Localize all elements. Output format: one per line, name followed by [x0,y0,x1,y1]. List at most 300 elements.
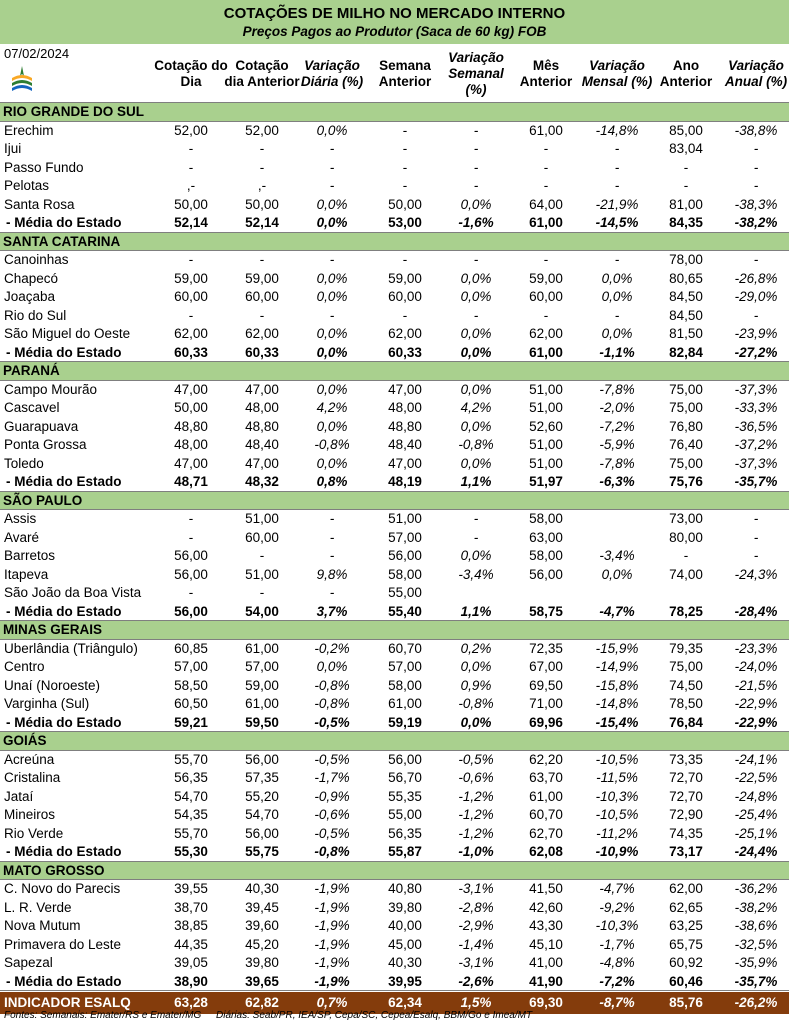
cell-value: 39,60 [245,918,279,933]
table-row [0,566,789,585]
cell-value: 48,40 [245,437,279,452]
row-label: Chapecó [4,270,59,286]
cell-value: - [259,159,265,175]
column-header: Semana Anterior [378,57,432,89]
cell-value: - [473,307,479,323]
row-label: Rio Verde [4,825,64,841]
cell-value: 0,0% [460,270,492,286]
column-header: Cotação do Dia [154,57,228,89]
cell-value: - [543,141,549,156]
cell-value: 48,80 [245,418,279,434]
cell-value: 54,35 [174,807,208,822]
cell-value: 60,00 [388,289,422,304]
cell-value: 51,00 [529,381,563,397]
table-row [0,436,789,455]
cell-value: 47,00 [174,381,208,397]
cell-value: - [329,159,335,175]
table-row [0,954,789,973]
cell-value: 58,50 [174,677,208,693]
column-header: Mês Anterior [519,57,573,89]
cell-value: -7,8% [599,455,635,471]
row-label: Rio do Sul [4,307,67,323]
cell-value: 55,70 [174,751,208,767]
state-header [0,732,789,751]
cell-value: -36,5% [734,418,778,434]
cell-value: 48,40 [388,437,422,452]
cell-value: -14,8% [595,696,639,711]
row-label: PARANÁ [3,363,60,378]
cell-value: 56,00 [388,548,422,563]
cell-value: 51,00 [245,511,279,526]
cell-value: -33,3% [734,400,778,415]
cell-value: - [473,141,479,156]
cell-value: 60,92 [669,955,703,970]
cell-value: 74,00 [669,566,703,582]
cell-value: 39,80 [388,899,422,915]
cell-value: - [188,307,194,323]
cell-value: - [329,178,335,193]
cell-value: -10,5% [595,807,639,822]
cell-value: 4,2% [460,400,492,415]
cell-value: 0,0% [460,381,492,397]
state-header [0,233,789,252]
cell-value: -26,8% [734,270,778,286]
cell-value: 71,00 [529,696,563,711]
row-label: RIO GRANDE DO SUL [3,104,145,119]
state-header [0,621,789,640]
cell-value: 81,50 [669,326,703,341]
row-label: L. R. Verde [4,899,72,915]
cell-value: 73,00 [669,511,703,526]
cell-value: - [259,141,265,156]
cell-value: 0,2% [460,640,492,656]
state-average-row [0,603,789,622]
cell-value: 60,70 [529,807,563,822]
page-subtitle: Preços Pagos ao Produtor (Saca de 60 kg) FOB [242,24,547,39]
row-label: Guarapuava [4,418,79,434]
cell-value: 73,35 [669,751,703,767]
cell-value: 62,00 [245,326,279,341]
cell-value: 0,0% [460,659,492,674]
cell-value: 42,60 [529,899,563,915]
cell-value: -24,4% [734,844,778,859]
cell-value: 40,80 [388,881,422,896]
row-label: - Média do Estado [6,474,122,489]
cell-value: 59,50 [245,714,279,730]
cell-value: 60,46 [669,973,703,989]
cell-value: 62,82 [245,994,279,1010]
cell-value: 48,80 [388,418,422,434]
row-label: Campo Mourão [4,381,98,397]
cell-value: 38,90 [174,973,208,989]
table-row [0,880,789,899]
cell-value: -38,2% [734,215,778,230]
cell-value: 43,30 [529,918,563,933]
cell-value: 75,00 [669,455,703,471]
cell-value: 48,32 [245,474,279,489]
cell-value: 50,00 [174,400,208,415]
row-label: - Média do Estado [6,714,122,730]
cell-value: 0,0% [316,326,348,341]
cell-value: 54,70 [174,788,208,804]
cell-value: -7,2% [599,418,635,434]
cell-value: - [753,529,759,545]
cell-value: -0,8% [458,437,494,452]
cell-value: - [543,178,549,193]
table-row [0,399,789,418]
cell-value: 55,75 [245,844,279,859]
cell-value: 60,00 [245,289,279,304]
table-row [0,677,789,696]
cell-value: 0,0% [316,659,348,674]
cell-value: -37,3% [734,455,778,471]
cell-value: 60,33 [174,344,208,360]
row-label: - Média do Estado [6,973,122,989]
cell-value: 62,08 [529,844,563,859]
table-row [0,510,789,529]
row-label: Primavera do Leste [4,936,122,952]
cell-value: 62,00 [529,326,563,341]
row-label: Unaí (Noroeste) [4,677,101,693]
cell-value: -23,9% [734,326,778,341]
cell-value: -26,2% [734,994,778,1010]
cell-value: 62,65 [669,899,703,915]
cell-value: 0,0% [460,548,492,563]
row-label: São Miguel do Oeste [4,326,131,341]
cell-value: -21,9% [595,196,639,212]
cell-value: -3,1% [458,955,494,970]
row-label: Acreúna [4,751,55,767]
cell-value: -38,3% [734,196,778,212]
cell-value: - [329,307,335,323]
cell-value: -4,7% [599,881,635,896]
cell-value: -4,8% [599,955,635,970]
cell-value: 47,00 [388,455,422,471]
column-header: Variação Semanal (%) [448,49,504,97]
column-header: Variação Anual (%) [724,57,788,89]
cell-value: 48,00 [388,400,422,415]
cell-value: -22,9% [734,714,778,730]
cell-value: -0,8% [314,844,350,859]
cell-value: - [473,529,479,545]
cell-value: -10,3% [595,788,639,804]
cell-value: 75,00 [669,659,703,674]
cell-value: 52,00 [245,122,279,138]
cell-value: -2,8% [458,899,494,915]
cell-value: 56,00 [245,751,279,767]
table-row [0,547,789,566]
state-header [0,862,789,881]
sources-daily: Diárias: Seab/PR, IEA/SP, Cepa/SC, Cepea/Esalq, BBM/Go e Imea/MT [216,1010,533,1021]
cell-value: -38,6% [734,918,778,933]
table-row [0,788,789,807]
table-row [0,251,789,270]
cell-value: -4,7% [599,603,635,619]
cell-value: - [188,141,194,156]
row-label: Passo Fundo [4,159,84,175]
state-average-row [0,973,789,992]
cell-value: 52,14 [174,215,208,230]
cell-value: - [614,252,620,267]
cell-value: -22,9% [734,696,778,711]
cell-value: 39,45 [245,899,279,915]
cell-value: 54,70 [245,807,279,822]
cell-value: 0,0% [601,289,633,304]
cell-value: -1,4% [458,936,494,952]
cell-value: 72,90 [669,807,703,822]
cell-value: - [614,159,620,175]
cell-value: -35,9% [734,955,778,970]
row-label: Jataí [4,788,34,804]
cell-value: -14,8% [595,122,639,138]
table-row [0,288,789,307]
cell-value: 56,00 [174,566,208,582]
cell-value: - [402,178,408,193]
table-row [0,196,789,215]
cell-value: -29,0% [734,289,778,304]
cell-value: 59,21 [174,714,208,730]
table-row [0,381,789,400]
cell-value: - [753,307,759,323]
cell-value: 61,00 [529,215,563,230]
cell-value: - [473,252,479,267]
cell-value: 59,19 [388,714,422,730]
cell-value: -9,2% [599,899,635,915]
cell-value: - [683,178,689,193]
cell-value: 48,00 [245,400,279,415]
cell-value: 0,0% [316,455,348,471]
table-row [0,177,789,196]
cell-value: - [188,159,194,175]
cell-value: 83,04 [669,141,703,156]
cell-value: -11,2% [596,825,638,841]
cell-value: -1,7% [599,936,635,952]
cell-value: 60,00 [245,529,279,545]
state-header [0,103,789,122]
cell-value: -1,9% [314,973,350,989]
cell-value: 47,00 [174,455,208,471]
cell-value: 55,00 [388,585,422,600]
cell-value: -1,0% [458,844,494,859]
table-row [0,640,789,659]
cell-value: 72,70 [669,770,703,785]
cell-value: 3,7% [316,603,348,619]
cell-value: 56,00 [174,603,208,619]
cell-value: - [753,511,759,526]
cell-value: -38,2% [734,899,778,915]
cell-value: - [473,178,479,193]
cell-value: 39,65 [245,973,279,989]
cell-value: 47,00 [245,381,279,397]
cell-value: 78,00 [669,252,703,267]
cell-value: -27,2% [734,344,778,360]
cell-value: -28,4% [734,603,778,619]
cell-value: -14,9% [595,659,639,674]
cell-value: -35,7% [734,973,778,989]
row-label: Mineiros [4,807,56,822]
cell-value: - [753,252,759,267]
cell-value: 78,25 [669,603,703,619]
cell-value: 64,00 [529,196,563,212]
cell-value: 57,00 [174,659,208,674]
table-row [0,455,789,474]
cell-value: 76,84 [669,714,703,730]
row-label: - Média do Estado [6,603,122,619]
table-row [0,159,789,178]
cell-value: 80,65 [669,270,703,286]
cell-value: -3,4% [458,566,494,582]
cell-value: 79,35 [669,640,703,656]
cell-value: 0,0% [316,196,348,212]
row-label: Avaré [4,529,40,545]
row-label: Toledo [4,455,44,471]
cell-value: 38,70 [174,899,208,915]
cell-value: -24,8% [734,788,778,804]
column-header: Variação Mensal (%) [581,57,653,89]
cell-value: 61,00 [245,640,279,656]
cell-value: 55,00 [388,807,422,822]
cell-value: 0,7% [316,994,348,1010]
cell-value: -0,8% [314,437,350,452]
row-label: MINAS GERAIS [3,622,103,637]
cell-value: 63,00 [529,529,563,545]
cell-value: 75,76 [669,474,703,489]
table-row [0,529,789,548]
cell-value: 39,95 [388,973,422,989]
cell-value: 48,00 [174,437,208,452]
cell-value: 60,00 [529,289,563,304]
cell-value: 0,0% [460,418,492,434]
cell-value: 84,50 [669,289,703,304]
cell-value: 58,00 [388,566,422,582]
cell-value: 0,9% [460,677,492,693]
cell-value: 55,30 [174,844,208,859]
cell-value: -3,1% [458,881,494,896]
cell-value: 55,35 [388,788,422,804]
cell-value: 50,00 [174,196,208,212]
cell-value: 1,5% [460,994,492,1010]
cell-value: 45,00 [388,936,422,952]
cell-value: -1,9% [314,936,350,952]
cell-value: 61,00 [245,696,279,711]
cell-value: 58,00 [529,548,563,563]
table-row [0,140,789,159]
cell-value: ,- [186,178,196,193]
cell-value: - [753,548,759,563]
cell-value: 59,00 [529,270,563,286]
cell-value: 0,0% [460,714,492,730]
cell-value: -7,2% [599,973,635,989]
cell-value: 59,00 [245,677,279,693]
cell-value: 58,00 [388,677,422,693]
cell-value: 1,1% [460,474,492,489]
row-label: INDICADOR ESALQ [4,994,131,1010]
cell-value: 9,8% [316,566,348,582]
cell-value: 0,0% [601,326,633,341]
cell-value: - [259,585,265,600]
cell-value: 73,17 [669,844,703,859]
cell-value: -0,5% [314,751,350,767]
cell-value: - [259,252,265,267]
row-label: Cascavel [4,400,60,415]
cell-value: -38,8% [734,122,778,138]
cell-value: 75,00 [669,381,703,397]
cell-value: 74,50 [669,677,703,693]
table-row [0,825,789,844]
cell-value: 0,0% [460,344,492,360]
cell-value: 60,85 [174,640,208,656]
cell-value: 0,0% [316,418,348,434]
cell-value: 58,00 [529,511,563,526]
cell-value: - [614,178,620,193]
cell-value: - [753,159,759,175]
cell-value: 62,70 [529,825,563,841]
cell-value: 0,0% [316,215,348,230]
cell-value: -8,7% [599,994,635,1010]
state-average-row [0,843,789,862]
cell-value: -25,4% [734,807,778,822]
cell-value: -0,8% [314,677,350,693]
row-label: Cristalina [4,770,61,785]
table-row [0,658,789,677]
cell-value: - [188,252,194,267]
row-label: Ponta Grossa [4,437,87,452]
row-label: Barretos [4,548,56,563]
cell-value: 63,70 [529,770,563,785]
cell-value: -2,0% [599,400,635,415]
cell-value: -15,4% [595,714,639,730]
cell-value: - [753,178,759,193]
cell-value: 57,35 [245,770,279,785]
cell-value: - [329,511,335,526]
cell-value: 40,30 [388,955,422,970]
cell-value: 63,25 [669,918,703,933]
row-label: São João da Boa Vista [4,585,142,600]
cell-value: 53,00 [388,215,422,230]
cell-value: 52,14 [245,215,279,230]
cell-value: - [473,122,479,138]
cell-value: 0,0% [601,566,633,582]
row-label: Varginha (Sul) [4,696,90,711]
cell-value: 57,00 [245,659,279,674]
cell-value: 55,87 [388,844,422,859]
cell-value: -11,5% [596,770,638,785]
cell-value: -0,6% [458,770,494,785]
logo-icon [8,64,36,100]
cell-value: - [473,159,479,175]
cell-value: 62,00 [174,326,208,341]
cell-value: 69,30 [529,994,563,1010]
table-row [0,936,789,955]
cell-value: 50,00 [388,196,422,212]
cell-value: -0,9% [314,788,350,804]
cell-value: -0,5% [458,751,494,767]
cell-value: 76,40 [669,437,703,452]
cell-value: 0,0% [316,270,348,286]
cell-value: -15,8% [595,677,639,693]
cell-value: 63,28 [174,994,208,1010]
row-label: Ijui [4,141,22,156]
row-label: GOIÁS [3,733,47,748]
cell-value: 62,20 [529,751,563,767]
cell-value: 38,85 [174,918,208,933]
cell-value: - [402,141,408,156]
row-label: Canoinhas [4,252,69,267]
cell-value: 85,00 [669,122,703,138]
cell-value: -35,7% [734,474,778,489]
cell-value: -1,9% [314,899,350,915]
cell-value: -1,9% [314,918,350,933]
